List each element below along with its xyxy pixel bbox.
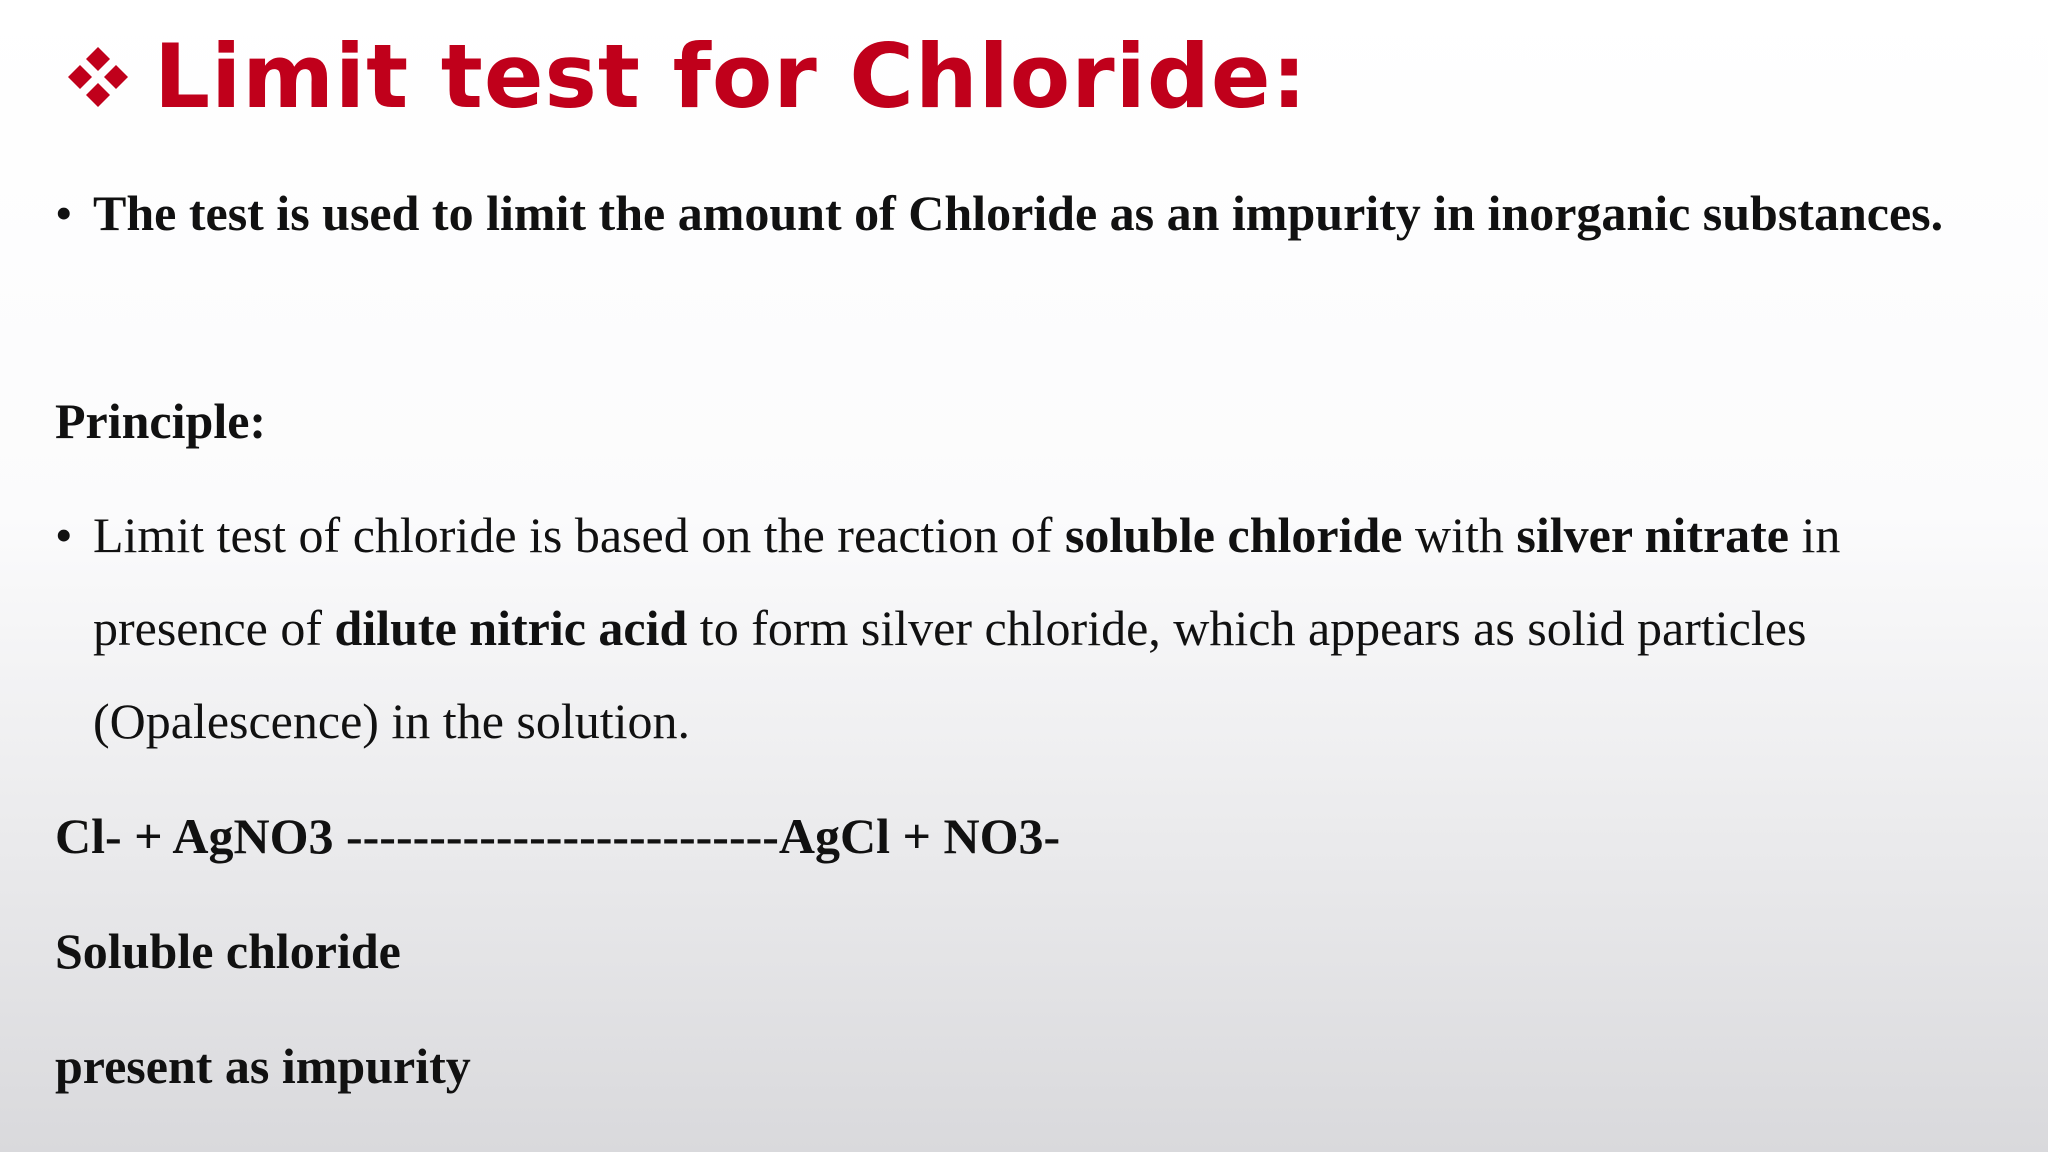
intro-bullet — [55, 167, 2005, 260]
text-run-bold: silver nitrate — [1516, 507, 1789, 563]
text-run: in presence of — [93, 507, 1841, 656]
bullet-symbol: • — [55, 507, 73, 563]
diamond-cluster-bullet-icon — [62, 41, 134, 113]
bullet-symbol: • — [55, 185, 73, 241]
principle-heading: Principle: — [55, 393, 267, 449]
text-run: with — [1402, 507, 1517, 563]
note-line-2: present as impurity — [55, 1038, 471, 1094]
text-run-bold: dilute nitric acid — [334, 600, 688, 656]
slide-title: Limit test for Chloride: — [154, 25, 1308, 128]
text-run-bold: soluble chloride — [1064, 507, 1403, 563]
principle-bullet-text — [93, 489, 2005, 768]
intro-bullet-text: The test is used to limit the amount of Chloride as an impurity in inorganic substances. — [93, 185, 1944, 241]
text-run: Limit test of chloride is based on the reaction of — [93, 507, 1065, 563]
principle-bullet — [55, 489, 2005, 768]
text-run: to form silver chloride, which appears as solid particles (Opalescence) in the solution. — [93, 600, 1807, 749]
note-line-1: Soluble chloride — [55, 923, 401, 979]
title-row — [62, 22, 1308, 132]
reaction-equation: Cl- + AgNO3 --------------------------AgCl + NO3- — [55, 808, 1061, 864]
